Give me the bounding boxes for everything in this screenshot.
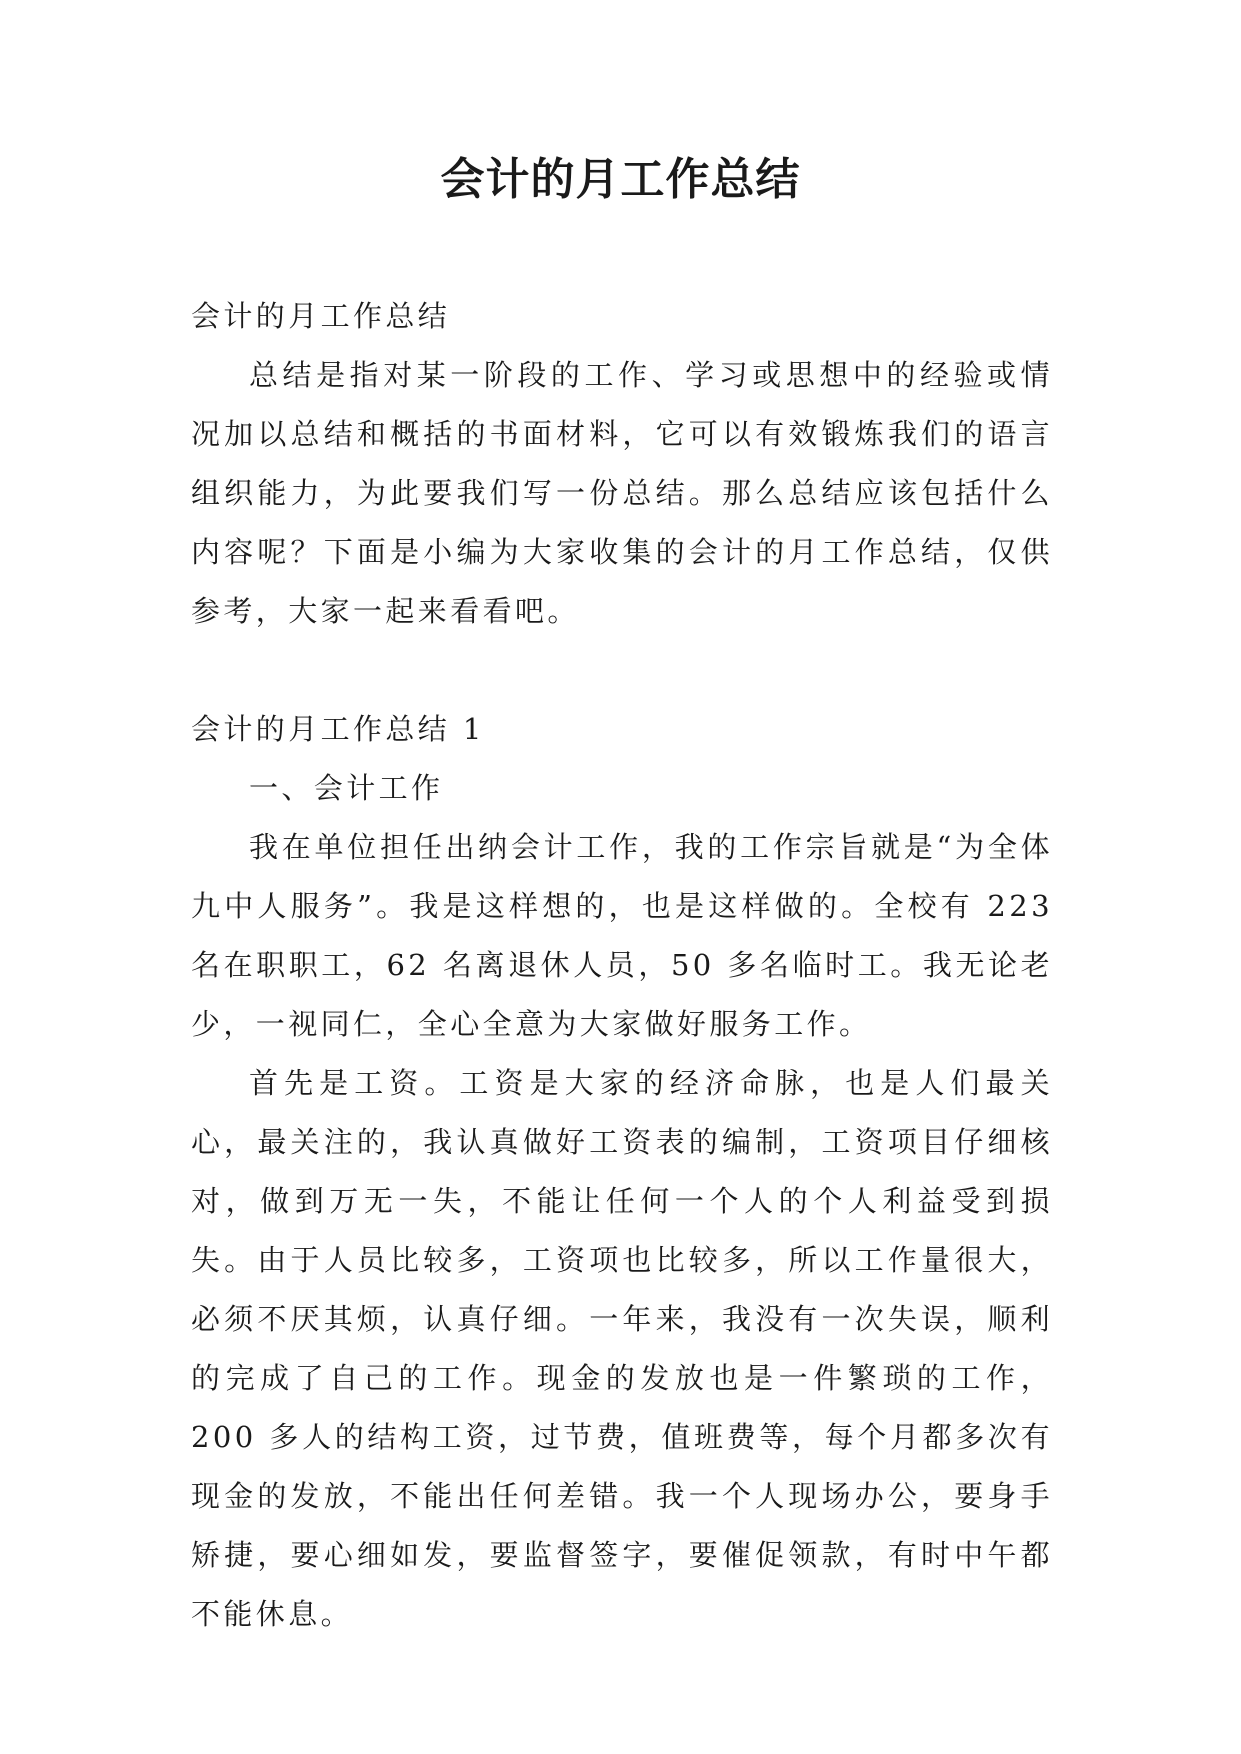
intro-paragraph: 总结是指对某一阶段的工作、学习或思想中的经验或情况加以总结和概括的书面材料，它可以有效锻炼我们的语言组织能力，为此要我们写一份总结。那么总结应该包括什么内容呢？下面是小编为大家收集的会计的月工作总结，仅供参考，大家一起来看看吧。 xyxy=(191,358,1053,628)
body-paragraph: 我在单位担任出纳会计工作，我的工作宗旨就是“为全体九中人服务”。我是这样想的，也是这样做的。全校有 223 名在职职工，62 名离退休人员，50 多名临时工。我无论老少，一视同仁，全心全意为大家做好服务工作。 xyxy=(191,830,1053,1041)
document-body xyxy=(191,287,1053,1644)
section-gap xyxy=(191,641,1053,700)
document-title: 会计的月工作总结 xyxy=(440,154,801,205)
body-paragraph: 首先是工资。工资是大家的经济命脉，也是人们最关心，最关注的，我认真做好工资表的编制，工资项目仔细核对，做到万无一失，不能让任何一个人的个人利益受到损失。由于人员比较多，工资项也比较多，所以工作量很大，必须不厌其烦，认真仔细。一年来，我没有一次失误，顺利的完成了自己的工作。现金的发放也是一件繁琐的工作，200 多人的结构工资，过节费，值班费等，每个月都多次有现金的发放，不能出任何差错。我一个人现场办公，要身手矫捷，要心细如发，要监督签字，要催促领款，有时中午都不能休息。 xyxy=(191,1066,1053,1631)
subheading: 一、会计工作 xyxy=(249,771,444,805)
section-heading: 会计的月工作总结 1 xyxy=(191,712,485,746)
intro-heading: 会计的月工作总结 xyxy=(191,299,451,333)
